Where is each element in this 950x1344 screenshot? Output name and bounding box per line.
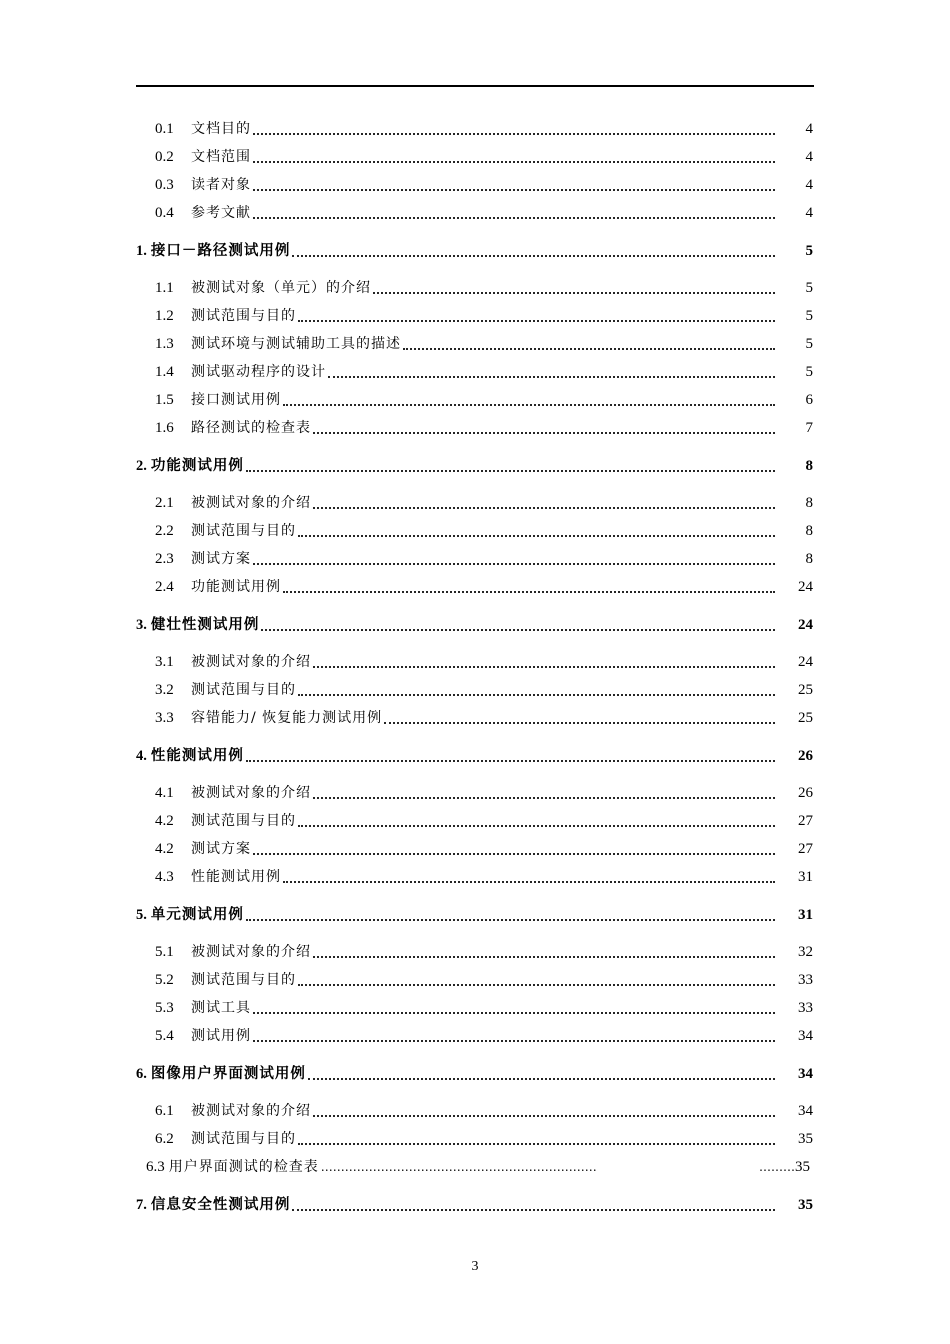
- toc-entry-leader: ……………………………………………………………: [320, 1160, 597, 1174]
- toc-entry-page: 34: [798, 1103, 813, 1119]
- toc-entry[interactable]: [136, 519, 813, 541]
- toc-entry-page: 32: [798, 944, 813, 960]
- toc-entry-number: 0.4: [155, 205, 174, 221]
- toc-entry-leader: [313, 946, 775, 958]
- toc-entry-leader: [298, 525, 775, 537]
- toc-entry[interactable]: [136, 706, 813, 728]
- toc-chapter-entry[interactable]: [136, 1193, 813, 1215]
- toc-entry[interactable]: [146, 1155, 810, 1177]
- toc-entry-title: 测试范围与目的: [191, 1131, 296, 1147]
- toc-entry-title: 被测试对象（单元）的介绍: [191, 280, 371, 296]
- toc-chapter-entry[interactable]: [136, 903, 813, 925]
- toc-entry-number: 3.3: [155, 710, 174, 726]
- toc-chapter-entry[interactable]: [136, 454, 813, 476]
- toc-entry-leader: [403, 338, 775, 350]
- toc-entry-leader: [313, 422, 775, 434]
- toc-entry-title: 容错能力/ 恢复能力测试用例: [191, 710, 383, 726]
- toc-entry-number: 1.5: [155, 392, 174, 408]
- toc-entry-number: 4.1: [155, 785, 174, 801]
- toc-entry-title: 被测试对象的介绍: [191, 495, 311, 511]
- toc-entry-number: 3.: [136, 617, 147, 633]
- toc-chapter-entry[interactable]: [136, 239, 813, 261]
- toc-entry[interactable]: [136, 940, 813, 962]
- toc-entry[interactable]: [136, 201, 813, 223]
- toc-entry-title: 信息安全性测试用例: [150, 1196, 291, 1213]
- toc-entry-leader: [292, 1199, 775, 1211]
- toc-entry-leader: [253, 207, 775, 219]
- toc-entry-number: 4.: [136, 748, 147, 764]
- toc-entry-number: 0.1: [155, 121, 174, 137]
- toc-entry[interactable]: [136, 145, 813, 167]
- toc-entry-title: 测试驱动程序的设计: [191, 364, 326, 380]
- toc-entry-number: 2.: [136, 458, 147, 474]
- toc-entry[interactable]: [136, 650, 813, 672]
- toc-entry-leader: [246, 750, 775, 762]
- toc-entry[interactable]: [136, 360, 813, 382]
- toc-entry-title: 接口测试用例: [191, 392, 281, 408]
- toc-entry-title: 接口－路径测试用例: [150, 242, 291, 259]
- toc-entry-number: 4.3: [155, 869, 174, 885]
- toc-entry-leader: [313, 497, 775, 509]
- toc-entry-page: 8: [805, 551, 813, 567]
- toc-entry-number: 5.4: [155, 1028, 174, 1044]
- toc-entry-number: 4.2: [155, 841, 174, 857]
- toc-entry-page: 4: [805, 205, 813, 221]
- toc-entry[interactable]: [136, 968, 813, 990]
- toc-entry-title: 文档目的: [191, 121, 251, 137]
- toc-entry-leader: [253, 123, 775, 135]
- toc-entry[interactable]: [136, 678, 813, 700]
- toc-entry-page: 5: [805, 280, 813, 296]
- toc-entry[interactable]: [136, 865, 813, 887]
- toc-chapter-entry[interactable]: [136, 1062, 813, 1084]
- toc-entry-leader: [313, 787, 775, 799]
- toc-entry-page: 27: [798, 813, 813, 829]
- toc-entry[interactable]: [136, 491, 813, 513]
- toc-chapter-entry[interactable]: [136, 613, 813, 635]
- toc-entry-leader: [253, 843, 775, 855]
- toc-entry-page: 35: [798, 1131, 813, 1147]
- toc-entry-page: 35: [795, 1159, 810, 1175]
- toc-entry-number: 5.3: [155, 1000, 174, 1016]
- toc-entry-leader: [253, 1002, 775, 1014]
- toc-entry-number: 1.1: [155, 280, 174, 296]
- toc-entry-leader: [298, 684, 775, 696]
- toc-entry[interactable]: [136, 1127, 813, 1149]
- toc-entry-number: 5.2: [155, 972, 174, 988]
- toc-entry-leader: [253, 1030, 775, 1042]
- toc-entry-leader: [384, 712, 775, 724]
- toc-entry-title: 测试范围与目的: [191, 308, 296, 324]
- toc-entry-page: 34: [798, 1028, 813, 1044]
- page-number: 3: [471, 1259, 479, 1274]
- toc-entry-title: 测试范围与目的: [191, 972, 296, 988]
- toc-entry-title: 被测试对象的介绍: [191, 1103, 311, 1119]
- toc-entry[interactable]: [136, 416, 813, 438]
- toc-entry-page: 24: [798, 654, 813, 670]
- toc-entry[interactable]: [136, 781, 813, 803]
- toc-entry-title: 文档范围: [191, 149, 251, 165]
- toc-entry-page: 5: [805, 243, 813, 259]
- toc-chapter-entry[interactable]: [136, 744, 813, 766]
- toc-entry-page: 26: [798, 748, 813, 764]
- toc-entry[interactable]: [136, 996, 813, 1018]
- toc-entry-page: 4: [805, 149, 813, 165]
- toc-entry-number: 2.1: [155, 495, 174, 511]
- toc-entry-title: 测试方案: [191, 551, 251, 567]
- toc-entry-number: 5.1: [155, 944, 174, 960]
- toc-entry[interactable]: [136, 1099, 813, 1121]
- toc-entry-number: 3.2: [155, 682, 174, 698]
- toc-entry[interactable]: [136, 276, 813, 298]
- toc-entry-title: 被测试对象的介绍: [191, 654, 311, 670]
- toc-entry-leader: [298, 310, 775, 322]
- toc-entry-title: 测试范围与目的: [191, 682, 296, 698]
- toc-entry[interactable]: [136, 1024, 813, 1046]
- toc-entry-number: 7.: [136, 1197, 147, 1213]
- toc-entry-number: 5.: [136, 907, 147, 923]
- toc-entry-title: 测试方案: [191, 841, 251, 857]
- toc-entry-leader: [246, 909, 775, 921]
- toc-entry-page: 24: [798, 617, 813, 633]
- toc-entry-number: 6.2: [155, 1131, 174, 1147]
- toc-entry-number: 0.2: [155, 149, 174, 165]
- toc-entry-title: 测试范围与目的: [191, 523, 296, 539]
- toc-entry-number: 6.: [136, 1066, 147, 1082]
- toc-entry-page: 5: [805, 336, 813, 352]
- toc-entry-number: 1.4: [155, 364, 174, 380]
- toc-entry-page: 26: [798, 785, 813, 801]
- toc-entry-leader: ………: [759, 1160, 795, 1174]
- toc-entry-number: 4.2: [155, 813, 174, 829]
- toc-entry-number: 6.1: [155, 1103, 174, 1119]
- toc-entry-page: 7: [805, 420, 813, 436]
- toc-entry-page: 4: [805, 121, 813, 137]
- toc-entry-title: 单元测试用例: [150, 906, 244, 923]
- toc-entry-number: 2.3: [155, 551, 174, 567]
- toc-entry[interactable]: [136, 332, 813, 354]
- toc-entry[interactable]: [136, 388, 813, 410]
- toc-entry-title: 参考文献: [191, 205, 251, 221]
- toc-entry-leader: [283, 871, 775, 883]
- toc-entry-title: 测试工具: [191, 1000, 251, 1016]
- toc-entry-leader: [373, 282, 775, 294]
- toc-entry-leader: [298, 1133, 775, 1145]
- toc-entry[interactable]: [136, 575, 813, 597]
- toc-entry-page: 25: [798, 710, 813, 726]
- toc-entry-number: 1.3: [155, 336, 174, 352]
- toc-entry-number: 1.2: [155, 308, 174, 324]
- toc-entry-title: 性能测试用例: [191, 869, 281, 885]
- toc-entry-leader: [308, 1068, 775, 1080]
- toc-entry-number: 0.3: [155, 177, 174, 193]
- toc-entry-leader: [313, 1105, 775, 1117]
- toc-entry-page: 25: [798, 682, 813, 698]
- toc-entry-number: 1.6: [155, 420, 174, 436]
- toc-entry-title: 被测试对象的介绍: [191, 785, 311, 801]
- toc-entry-number: 1.: [136, 243, 147, 259]
- toc-entry-leader: [283, 581, 775, 593]
- toc-entry-leader: [313, 656, 775, 668]
- toc-entry-page: 8: [805, 523, 813, 539]
- toc-entry-title: 性能测试用例: [150, 747, 244, 764]
- toc-entry-title: 被测试对象的介绍: [191, 944, 311, 960]
- toc-entry-page: 33: [798, 1000, 813, 1016]
- toc-entry-page: 5: [805, 308, 813, 324]
- toc-entry-title: 功能测试用例: [191, 579, 281, 595]
- toc-entry-leader: [298, 974, 775, 986]
- toc-entry-title: 测试用例: [191, 1028, 251, 1044]
- toc-entry-title: 测试环境与测试辅助工具的描述: [191, 336, 401, 352]
- toc-entry-number: 2.4: [155, 579, 174, 595]
- toc-entry-leader: [253, 553, 775, 565]
- toc-entry-title: 路径测试的检查表: [191, 420, 311, 436]
- toc-entry-number: 3.1: [155, 654, 174, 670]
- toc-entry-number: 2.2: [155, 523, 174, 539]
- toc-entry[interactable]: [136, 809, 813, 831]
- toc-entry-title: 图像用户界面测试用例: [150, 1065, 306, 1082]
- toc-entry-page: 31: [798, 869, 813, 885]
- toc-entry-page: 31: [798, 907, 813, 923]
- toc-entry-leader: [328, 366, 775, 378]
- toc-entry[interactable]: [136, 837, 813, 859]
- toc-entry-leader: [261, 619, 775, 631]
- toc-entry[interactable]: [136, 117, 813, 139]
- header-rule: [136, 85, 814, 87]
- toc-entry-leader: [253, 179, 775, 191]
- toc-entry-leader: [253, 151, 775, 163]
- toc-entry-page: 8: [805, 458, 813, 474]
- toc-entry-leader: [246, 460, 775, 472]
- toc-entry-number: 6.3: [146, 1159, 165, 1175]
- toc-entry-title: 用户界面测试的检查表: [168, 1159, 319, 1175]
- toc-entry-page: 24: [798, 579, 813, 595]
- toc-entry-page: 35: [798, 1197, 813, 1213]
- toc-entry-leader: [298, 815, 775, 827]
- toc-entry[interactable]: [136, 304, 813, 326]
- toc-entry-page: 5: [805, 364, 813, 380]
- toc-entry-page: 27: [798, 841, 813, 857]
- toc-entry-page: 8: [805, 495, 813, 511]
- toc-entry-leader: [292, 245, 775, 257]
- toc-entry-leader: [283, 394, 775, 406]
- toc-entry-page: 33: [798, 972, 813, 988]
- toc-entry[interactable]: [136, 173, 813, 195]
- toc-entry-page: 6: [805, 392, 813, 408]
- toc-entry-title: 读者对象: [191, 177, 251, 193]
- toc-entry-page: 34: [798, 1066, 813, 1082]
- toc-entry-title: 测试范围与目的: [191, 813, 296, 829]
- toc-entry[interactable]: [136, 547, 813, 569]
- toc-entry-title: 功能测试用例: [150, 457, 244, 474]
- toc-entry-title: 健壮性测试用例: [150, 616, 260, 633]
- toc-entry-page: 4: [805, 177, 813, 193]
